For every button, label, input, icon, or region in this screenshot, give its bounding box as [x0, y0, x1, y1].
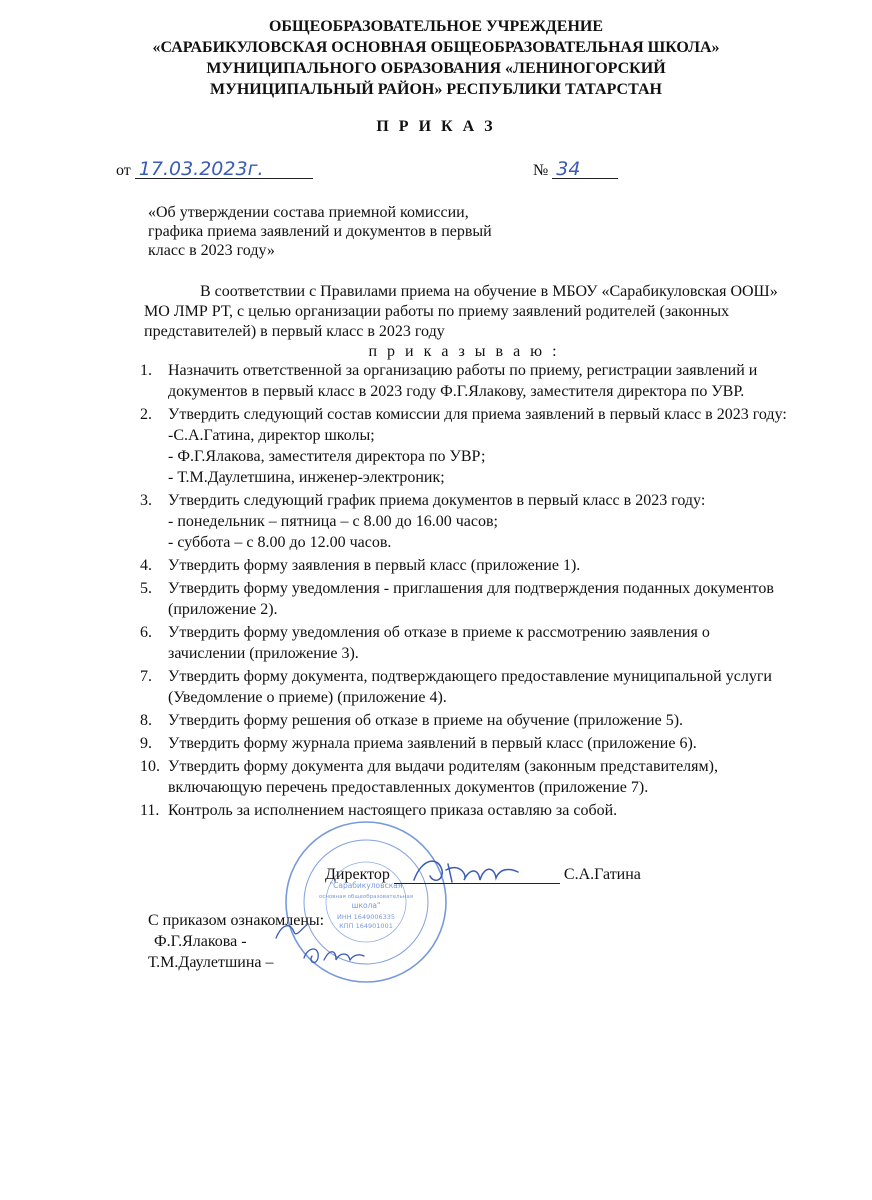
item-number: 2. — [140, 406, 152, 423]
director-signature-icon — [408, 850, 528, 892]
order-item-1 — [140, 360, 790, 402]
subject-line-3: класс в 2023 году» — [148, 242, 275, 259]
item-text: Утвердить форму документа для выдачи родителям (законным представителям), включающую перечень предоставленных документов (приложение 7). — [168, 758, 718, 796]
signature-dauletshina-icon — [300, 940, 366, 970]
order-item-4 — [140, 555, 790, 576]
order-word: п р и к а з ы в а ю : — [368, 343, 560, 360]
item-number: 7. — [140, 668, 152, 685]
number-prefix: № — [533, 162, 549, 179]
order-item-2 — [140, 404, 790, 488]
order-item-7 — [140, 666, 790, 708]
header-line-3: МУНИЦИПАЛЬНОГО ОБРАЗОВАНИЯ «ЛЕНИНОГОРСКИЙ — [206, 60, 666, 77]
order-number — [533, 160, 618, 180]
subject-line-1: «Об утверждении состава приемной комиссии, — [148, 204, 469, 221]
item-number: 5. — [140, 580, 152, 597]
commission-member: -С.А.Гатина, директор школы; — [168, 427, 375, 444]
item-number: 9. — [140, 735, 152, 752]
order-item-11 — [140, 800, 790, 821]
preamble-text: В соответствии с Правилами приема на обучение в МБОУ «Сарабикуловская ООШ» МО ЛМР РТ, с целью организации работы по приему заявлений родителей (законных представителей) в первый класс в 2023 году — [144, 283, 778, 340]
schedule-line: - суббота – с 8.00 до 12.00 часов. — [168, 534, 392, 551]
item-text: Утвердить форму уведомления - приглашения для подтверждения поданных документов (приложение 2). — [168, 580, 774, 618]
signer-role: Директор — [325, 866, 390, 883]
item-text: Утвердить форму уведомления об отказе в приеме к рассмотрению заявления о зачислении (приложение 3). — [168, 624, 710, 662]
stamp-line-5: КПП 164901001 — [339, 922, 393, 930]
header-line-1: ОБЩЕОБРАЗОВАТЕЛЬНОЕ УЧРЕЖДЕНИЕ — [268, 18, 604, 35]
item-number: 1. — [140, 362, 152, 379]
item-number: 6. — [140, 624, 152, 641]
item-number: 10. — [140, 758, 160, 775]
date-prefix: от — [116, 162, 131, 179]
date-value: 17.03.2023г. — [135, 160, 313, 179]
order-date — [116, 160, 313, 180]
order-item-10 — [140, 756, 790, 798]
item-text: Контроль за исполнением настоящего приказа оставляю за собой. — [168, 802, 618, 819]
stamp-line-1: "Сарабикуловская — [329, 881, 403, 890]
schedule-line: - понедельник – пятница – с 8.00 до 16.00 часов; — [168, 513, 498, 530]
stamp-line-4: ИНН 1649006335 — [336, 913, 396, 921]
item-text: Утвердить следующий график приема документов в первый класс в 2023 году: — [168, 492, 706, 509]
commission-member: - Ф.Г.Ялакова, заместителя директора по УВР; — [168, 448, 486, 465]
item-text: Утвердить следующий состав комиссии для приема заявлений в первый класс в 2023 году: — [168, 406, 787, 423]
item-number: 8. — [140, 712, 152, 729]
order-subject — [148, 203, 548, 260]
item-text: Утвердить форму документа, подтверждающего предоставление муниципальной услуги (Уведомление о приеме) (приложение 4). — [168, 668, 772, 706]
signer-name: С.А.Гатина — [563, 866, 641, 883]
stamp-line-3: школа" — [351, 901, 381, 910]
header-line-2: «САРАБИКУЛОВСКАЯ ОСНОВНАЯ ОБЩЕОБРАЗОВАТЕЛЬНАЯ ШКОЛА» — [152, 39, 720, 56]
item-text: Утвердить форму журнала приема заявлений в первый класс (приложение 6). — [168, 735, 697, 752]
header-line-4: МУНИЦИПАЛЬНЫЙ РАЙОН» РЕСПУБЛИКИ ТАТАРСТАН — [210, 81, 662, 98]
acknowledged-person-1: Ф.Г.Ялакова - — [154, 933, 247, 950]
order-preamble — [144, 282, 784, 362]
subject-line-2: графика приема заявлений и документов в первый — [148, 223, 492, 240]
acknowledged-person-2: Т.М.Даулетшина – — [148, 954, 274, 971]
item-text: Утвердить форму решения об отказе в приеме на обучение (приложение 5). — [168, 712, 684, 729]
institution-header — [0, 16, 872, 100]
order-item-3 — [140, 490, 790, 553]
acknowledgement-title: С приказом ознакомлены: — [148, 912, 325, 929]
commission-member: - Т.М.Даулетшина, инженер-электроник; — [168, 469, 445, 486]
item-number: 4. — [140, 557, 152, 574]
order-item-8 — [140, 710, 790, 731]
stamp-line-2: основная общеобразовательная — [318, 894, 414, 900]
order-item-5 — [140, 578, 790, 620]
item-text: Утвердить форму заявления в первый класс (приложение 1). — [168, 557, 581, 574]
order-item-6 — [140, 622, 790, 664]
order-items — [140, 360, 790, 823]
item-text: Назначить ответственной за организацию работы по приему, регистрации заявлений и документов в первый класс в 2023 году Ф.Г.Ялакову, заместителя директора по УВР. — [168, 362, 758, 400]
item-number: 3. — [140, 492, 152, 509]
item-number: 11. — [140, 802, 160, 819]
number-value: 34 — [552, 160, 618, 179]
order-item-9 — [140, 733, 790, 754]
document-title: П Р И К А З — [376, 118, 496, 135]
